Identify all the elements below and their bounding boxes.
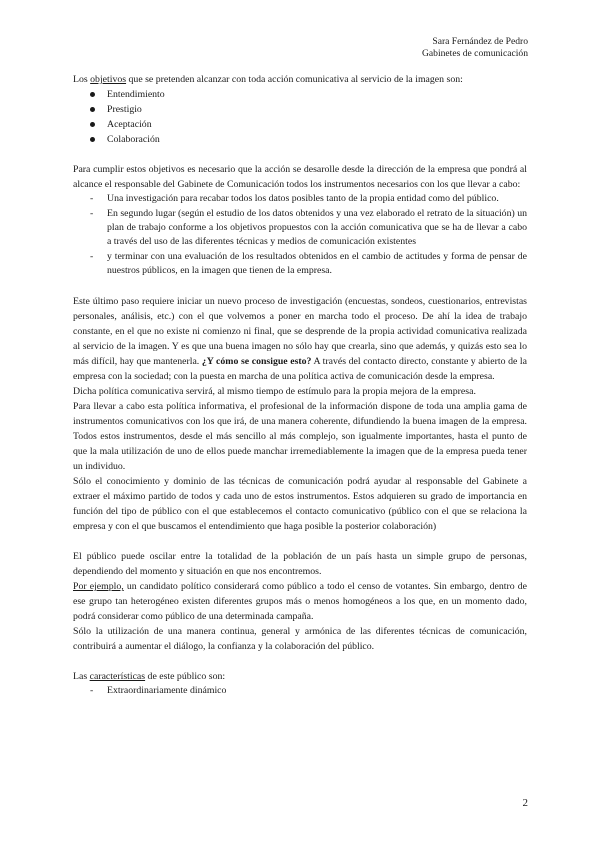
page-header	[422, 36, 528, 60]
list-item: Aceptación	[73, 117, 527, 132]
para-dicha: Dicha política comunicativa servirá, al mismo tiempo de estímulo para la propia mejora de la empresa.	[73, 386, 476, 397]
caracteristicas-term: características	[89, 671, 146, 682]
para-ejemplo-post: un candidato político considerará como público a todo el censo de votantes. Sin embargo, dentro de ese grupo tan heterogéneo existen diferentes grupos más o menos homogéneos a los que, en un momento dado, podrá considerar como público de una determinada campaña.	[73, 581, 527, 622]
list-item: - Una investigación para recabar todos los datos posibles tanto de la propia entidad como del público.	[73, 192, 527, 206]
header-author: Sara Fernández de Pedro	[432, 36, 528, 47]
list-item: Entendimiento	[73, 87, 527, 102]
intro-paragraph	[73, 72, 527, 87]
list-item: - En segundo lugar (según el estudio de los datos obtenidos y una vez elaborado el retrato de la situación) un plan de trabajo conforme a los objetivos propuestos con la acción comunicativa que se ha de llevar a cabo a través del uso de las diferentes técnicas y medios de comunicación existentes	[73, 207, 527, 249]
list-item: Colaboración	[73, 132, 527, 147]
traits-list	[73, 684, 527, 698]
para-llevar: Para llevar a cabo esta política informativa, el profesional de la información dispone de toda una amplia gama de instrumentos comunicativos con los que irá, de una manera coherente, difundiendo la buena imagen de la empresa. Todos estos instrumentos, desde el más sencillo al más complejo, son igualmente importantes, hasta el punto de que la mala utilización de uno de ellos puede manchar irremediablemente la imagen que de la empresa pueda tener un individuo.	[73, 401, 527, 472]
question-emphasis: ¿Y cómo se consigue esto?	[201, 356, 312, 367]
header-subtitle: Gabinetes de comunicación	[421, 48, 528, 59]
objetivos-term: objetivos	[90, 74, 127, 85]
caracteristicas-intro	[73, 669, 527, 684]
para-ultimo-pre: Este último paso requiere iniciar un nuevo proceso de investigación (encuestas, sondeos, cuestionarios, entrevistas personales, análisis, etc.) con el que volvemos a poner en marcha todo el proceso. De ahí la idea de trabajo constante, en el que no existe ni comienzo ni final, que se desprende de la propia actividad comunicativa realizada al servicio de la imagen. Y es que una buena imagen no sólo hay que crearla, sino que además, y quizás esto sea lo más difícil, hay que mantenerla.	[73, 296, 527, 367]
list-item: - Extraordinariamente dinámico	[73, 684, 527, 698]
para-publico: El público puede oscilar entre la totalidad de la población de un país hasta un simple grupo de personas, dependiendo del momento y situación en que nos encontremos.	[73, 551, 527, 577]
steps-list	[73, 192, 527, 278]
para-ejemplo	[73, 579, 527, 624]
caract-post: de este público son:	[145, 671, 226, 682]
document-body	[73, 72, 527, 699]
intro-pre: Los	[73, 74, 91, 85]
para-cumplir: Para cumplir estos objetivos es necesario que la acción se desarolle desde la dirección de la empresa que pondrá al alcance el responsable del Gabinete de Comunicación todos los instrumentos necesarios con los que llevar a cabo:	[73, 164, 527, 190]
caract-pre: Las	[73, 671, 90, 682]
para-utilizacion: Sólo la utilización de una manera continua, general y armónica de las diferentes técnicas de comunicación, contribuirá a aumentar el diálogo, la confianza y la colaboración del público.	[73, 626, 527, 652]
intro-post: que se pretenden alcanzar con toda acción comunicativa al servicio de la imagen son:	[126, 74, 463, 85]
para-ultimo-paso	[73, 294, 527, 384]
para-ultimo-post: A través del contacto directo, constante y abierto de la empresa con la sociedad; con la puesta en marcha de una política activa de comunicación desde la empresa.	[73, 356, 527, 382]
ejemplo-term: Por ejemplo,	[73, 581, 124, 592]
list-item: Prestigio	[73, 102, 527, 117]
objectives-list	[73, 87, 527, 147]
para-solo: Sólo el conocimiento y dominio de las técnicas de comunicación podrá ayudar al responsable del Gabinete a extraer el máximo partido de todos y cada uno de estos instrumentos. Estos adquieren su grado de importancia en función del tipo de público con el que establecemos el contacto comunicativo (público con el que se relaciona la empresa y con el que buscamos el entendimiento que haga posible la posterior colaboración)	[73, 476, 527, 532]
list-item: - y terminar con una evaluación de los resultados obtenidos en el cambio de actitudes y forma de pensar de nuestros públicos, en la imagen que tienen de la empresa.	[73, 250, 527, 278]
page-number: 2	[522, 797, 528, 809]
